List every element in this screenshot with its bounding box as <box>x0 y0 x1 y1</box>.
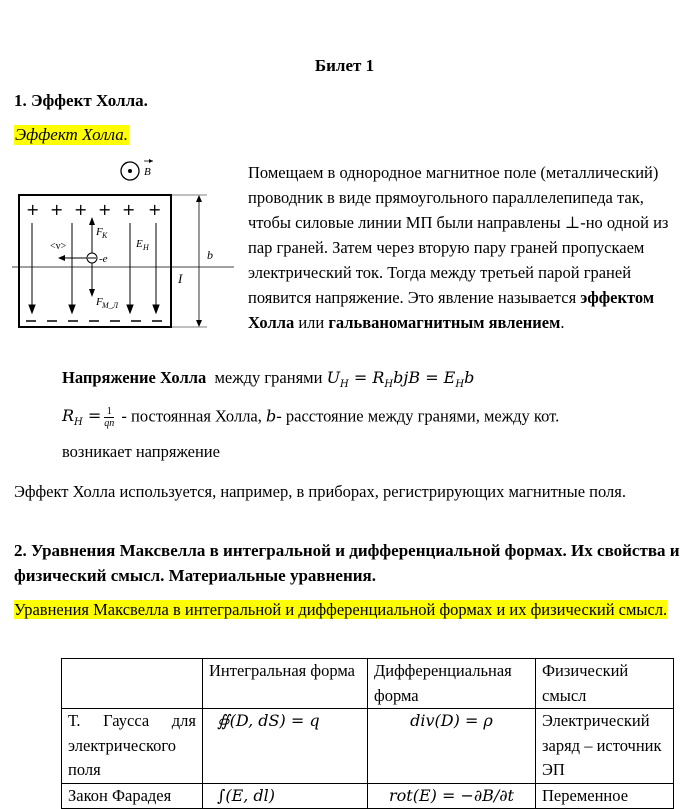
svg-text:+: + <box>148 200 162 219</box>
svg-text:F: F <box>96 296 103 308</box>
table-cell-formula: ∫(E, dl) <box>203 783 368 809</box>
table-cell: Т. Гаусса для электрического поля <box>62 709 203 784</box>
hall-constant-fraction: $\frac{1}{qn}$ <box>104 406 115 429</box>
svg-text:-e: -e <box>99 253 108 265</box>
table-header-cell <box>62 659 203 709</box>
table-header-cell: Интегральная форма <box>203 659 368 709</box>
table-row <box>62 709 674 784</box>
question-1-highlight: Эффект Холла. <box>15 125 128 144</box>
hall-effect-usage: Эффект Холла используется, например, в приборах, регистрирующих магнитные поля. <box>14 482 626 501</box>
question-2-highlight: Уравнения Максвелла в интегральной и дифференциальной формах и их физический смысл. <box>14 600 668 619</box>
maxwell-equations-table <box>61 658 674 809</box>
svg-text:М_Л: М_Л <box>102 301 119 310</box>
svg-text:<v>: <v> <box>50 241 67 252</box>
table-cell: Закон Фарадея <box>62 783 203 809</box>
svg-text:+: + <box>98 200 112 219</box>
question-1-heading: 1. Эффект Холла. <box>14 91 148 110</box>
hall-voltage-line: Напряжение Холла между гранями $U_H = R_HbjB = E_Hb$ <box>62 368 475 391</box>
plus-charges <box>26 200 161 219</box>
hall-effect-diagram <box>12 155 234 337</box>
svg-text:b: b <box>207 248 213 262</box>
table-cell-formula: ∯(D, dS) = q <box>203 709 368 784</box>
question-2-heading: 2. Уравнения Максвелла в интегральной и дифференциальной формах. Их свойства и физический смысл. Материальные уравнения. <box>14 541 680 585</box>
table-row <box>62 783 674 809</box>
hall-constant-line-2: возникает напряжение <box>62 442 220 461</box>
table-cell-formula: div(D) = ρ <box>368 709 536 784</box>
hall-effect-description: Помещаем в однородное магнитное поле (металлический) проводник в виде прямоугольного параллелепипеда так, чтобы силовые линии МП были направлены ⊥-но одной из пар граней. Затем через вторую пару граней пропускаем электрический ток. Тогда между третьей парой граней появится напряжение. Это явление называется эффектом Холла или гальваномагнитным явлением. <box>248 163 669 332</box>
svg-text:I: I <box>178 271 183 286</box>
svg-text:+: + <box>50 200 64 219</box>
svg-text:+: + <box>26 200 40 219</box>
svg-text:E: E <box>136 238 143 250</box>
svg-text:F: F <box>96 226 103 238</box>
svg-text:+: + <box>74 200 88 219</box>
table-cell-formula: rot(E) = −∂B/∂t <box>368 783 536 809</box>
table-cell: Переменное <box>536 783 674 809</box>
field-b-label: B <box>144 166 151 178</box>
hall-constant-line: $R_H$ = $\frac{1}{qn}$ - постоянная Холла, b- расстояние между гранями, между кот. <box>62 406 560 429</box>
hall-constant-formula: $R_H$ = <box>62 406 102 429</box>
ticket-title: Билет 1 <box>314 56 375 75</box>
svg-text:K: K <box>102 231 108 240</box>
table-cell: Электрический заряд – источник ЭП <box>536 709 674 784</box>
table-header-cell: Физический смысл <box>536 659 674 709</box>
table-header-cell: Дифференциальная форма <box>368 659 536 709</box>
hall-voltage-formula: $U_H = R_HbjB = E_Hb$ <box>326 368 475 391</box>
field-arrows <box>29 223 159 313</box>
table-header-row <box>62 659 674 709</box>
svg-text:H: H <box>143 243 149 252</box>
svg-text:+: + <box>122 200 136 219</box>
